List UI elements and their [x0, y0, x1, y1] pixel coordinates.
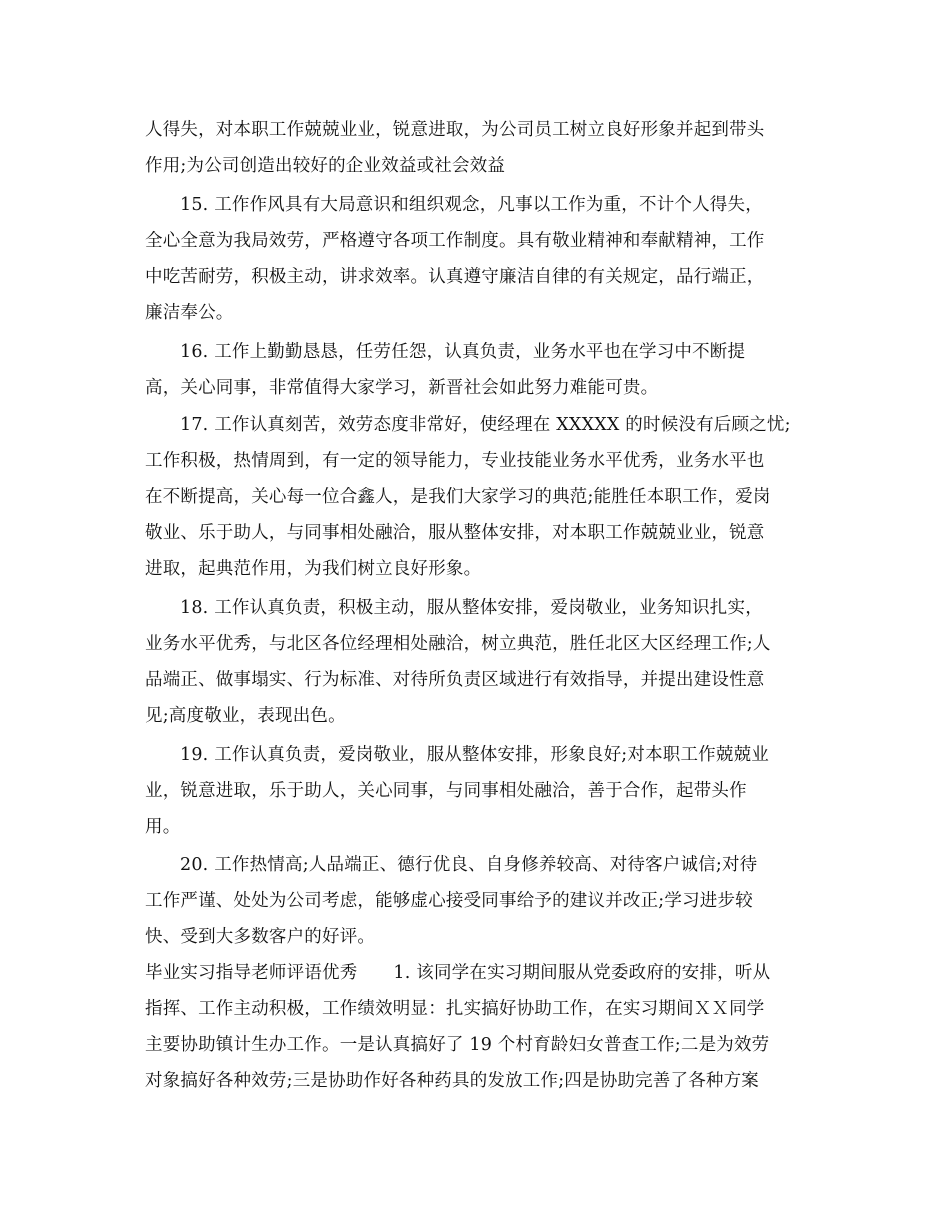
section-heading-line	[145, 961, 825, 985]
text-line: 对象搞好各种效劳;三是协助作好各种药具的发放工作;四是协助完善了各种方案	[145, 1071, 759, 1091]
text-line: 敬业、乐于助人，与同事相处融洽，服从整体安排，对本职工作兢兢业业，锐意	[145, 523, 765, 543]
text-line: 指挥、工作主动积极，工作绩效明显：扎实搞好协助工作，在实习期间ＸＸ同学	[145, 999, 765, 1019]
text-line: 人得失，对本职工作兢兢业业，锐意进取，为公司员工树立良好形象并起到带头	[145, 120, 765, 140]
text-line: 业务水平优秀，与北区各位经理相处融洽，树立典范，胜任北区大区经理工作;人	[145, 634, 771, 654]
paragraph-start-19: 19. 工作认真负责，爱岗敬业，服从整体安排，形象良好;对本职工作兢兢业	[180, 745, 769, 765]
paragraph-start-20: 20. 工作热情高;人品端正、德行优良、自身修养较高、对待客户诚信;对待	[180, 855, 758, 875]
text-line: 廉洁奉公。	[145, 303, 234, 323]
text-line: 品端正、做事塌实、行为标准、对待所负责区域进行有效指导，并提出建设性意	[145, 670, 765, 690]
text-line: 进取，起典范作用，为我们树立良好形象。	[145, 559, 482, 579]
text-line: 见;高度敬业，表现出色。	[145, 706, 346, 726]
text-line: 1. 该同学在实习期间服从党委政府的安排，听从	[393, 963, 771, 983]
text-line: 高，关心同事，非常值得大家学习，新晋社会如此努力难能可贵。	[145, 378, 659, 398]
text-line: 中吃苦耐劳，积极主动，讲求效率。认真遵守廉洁自律的有关规定，品行端正，	[145, 267, 765, 287]
paragraph-start-16: 16. 工作上勤勤恳恳，任劳任怨，认真负责，业务水平也在学习中不断提	[180, 342, 746, 362]
text-line: 作用;为公司创造出较好的企业效益或社会效益	[145, 156, 506, 176]
text-line: 工作积极，热情周到，有一定的领导能力，专业技能业务水平优秀，业务水平也	[145, 451, 765, 471]
paragraph-start-17: 17. 工作认真刻苦，效劳态度非常好，使经理在 XXXXX 的时候没有后顾之忧;	[180, 415, 791, 435]
text-line: 在不断提高，关心每一位合鑫人，是我们大家学习的典范;能胜任本职工作，爱岗	[145, 487, 771, 507]
text-line: 全心全意为我局效劳，严格遵守各项工作制度。具有敬业精神和奉献精神，工作	[145, 231, 765, 251]
text-line: 用。	[145, 817, 181, 837]
text-line: 快、受到大多数客户的好评。	[145, 927, 376, 947]
text-line: 工作严谨、处处为公司考虑，能够虚心接受同事给予的建议并改正;学习进步较	[145, 891, 753, 911]
paragraph-start-18: 18. 工作认真负责，积极主动，服从整体安排，爱岗敬业，业务知识扎实，	[180, 598, 763, 618]
section-heading: 毕业实习指导老师评语优秀	[145, 963, 358, 983]
text-line: 业，锐意进取，乐于助人，关心同事，与同事相处融洽，善于合作，起带头作	[145, 781, 747, 801]
paragraph-start-15: 15. 工作作风具有大局意识和组织观念，凡事以工作为重，不计个人得失，	[180, 195, 763, 215]
text-line: 主要协助镇计生办工作。一是认真搞好了 19 个村育龄妇女普查工作;二是为效劳	[145, 1035, 770, 1055]
